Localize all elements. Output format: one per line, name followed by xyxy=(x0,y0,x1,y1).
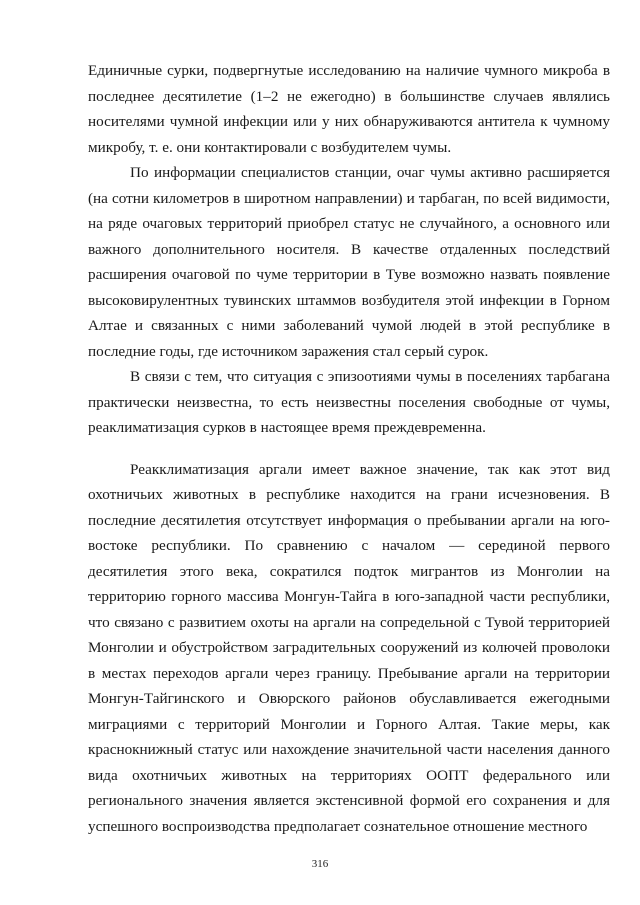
paragraph-2: По информации специалистов станции, очаг чумы активно расширяется (на сотни километров в широтном направлении) и тарбаган, по всей видимости, на ряде очаговых территорий приобрел статус не случайного, а основного или важного дополнительного носителя. В качестве отдаленных последствий расширения очаговой по чуме территории в Туве возможно назвать появление высоковирулентных тувинских штаммов возбудителя этой инфекции в Горном Алтае и связанных с ними заболеваний чумой людей в этой республике в последние годы, где источником заражения стал серый сурок. xyxy=(88,164,610,360)
paragraph-3: В связи с тем, что ситуация с эпизоотиями чумы в поселениях тарбагана практически неизвестна, то есть неизвестны поселения свободные от чумы, реаклиматизация сурков в настоящее время преждевременна. xyxy=(88,368,610,436)
paragraph-1: Единичные сурки, подвергнутые исследованию на наличие чумного микроба в последнее десятилетие (1–2 не ежегодно) в большинстве случаев являлись носителями чумной инфекции или у них обнаруживаются антитела к чумному микробу, т. е. они контактировали с возбудителем чумы. xyxy=(88,62,610,156)
document-page xyxy=(88,58,610,839)
paragraph-4: Реакклиматизация аргали имеет важное значение, так как этот вид охотничьих животных в республике находится на грани исчезновения. В последние десятилетия отсутствует информация о пребывании аргали на юго-востоке республики. По сравнению с началом — серединой первого десятилетия этого века, сократился подток мигрантов из Монголии на территорию горного массива Монгун-Тайга в юго-западной части республики, что связано с развитием охоты на аргали на сопредельной с Тувой территорией Монголии и обустройством заградительных сооружений из колючей проволоки в местах переходов аргали через границу. Пребывание аргали на территории Монгун-Тайгинского и Овюрского районов обуславливается ежегодными миграциями с территорий Монголии и Горного Алтая. Такие меры, как краснокнижный статус или нахождение значительной части населения данного вида охотничьих животных на территориях ООПТ федерального или регионального значения является экстенсивной формой его сохранения и для успешного воспроизводства предполагает сознательное отношение местного xyxy=(88,460,610,835)
page-number: 316 xyxy=(311,858,329,870)
